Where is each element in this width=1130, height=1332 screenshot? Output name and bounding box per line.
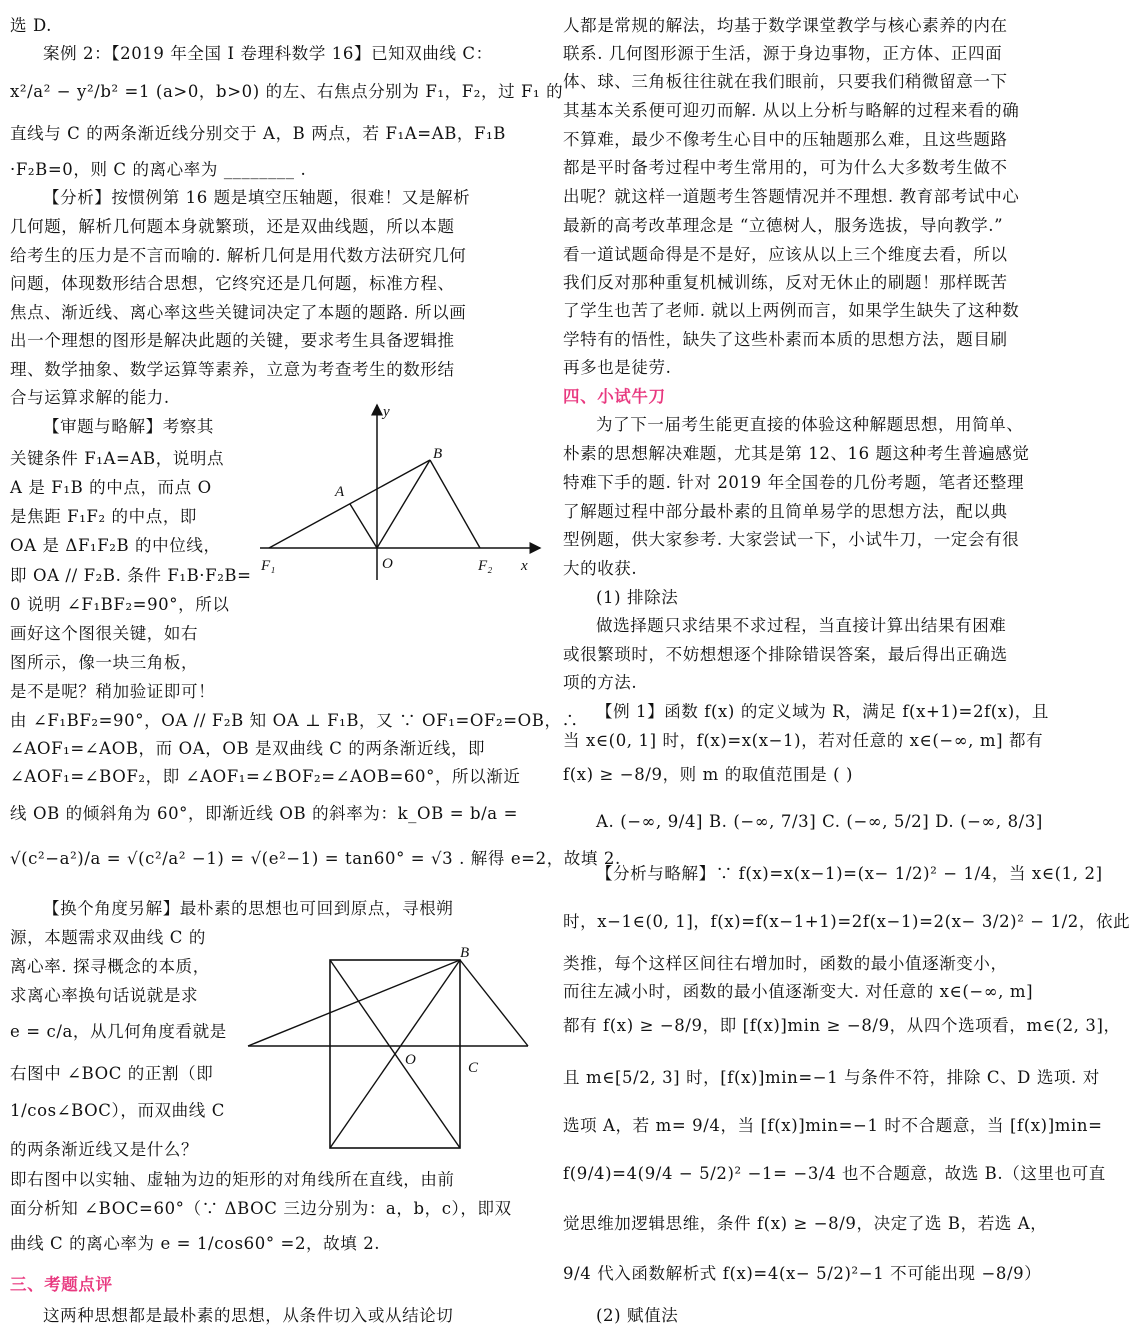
text-line: 线 OB 的倾斜角为 60°，即渐近线 OB 的斜率为：k_OB = b/a =: [10, 804, 519, 823]
label-c2: C: [468, 1060, 479, 1076]
text-line: 的两条渐近线又是什么？: [10, 1140, 199, 1159]
text-line: 1/cos∠BOC），而双曲线 C: [10, 1101, 225, 1120]
text-line: 求离心率换句话说就是求: [10, 986, 199, 1005]
text-line: 最新的高考改革理念是 “立德树人，服务选拔，导向教学.”: [563, 216, 1004, 235]
line-b-f2: [430, 460, 480, 548]
text-line: 合与运算求解的能力.: [10, 388, 170, 407]
text-line: 型例题，供大家参考. 大家尝试一下，小试牛刀，一定会有很: [563, 530, 1020, 549]
text-line: 联系. 几何图形源于生活，源于身边事物，正方体、正四面: [563, 44, 1003, 63]
text-line: (1) 排除法: [596, 588, 679, 607]
text-line: 是不是呢？稍加验证即可！: [10, 682, 216, 701]
label-y: y: [383, 404, 390, 420]
text-line: 或很繁琐时，不妨想想逐个排除错误答案，最后得出正确选: [563, 645, 1008, 664]
hyperbola-figure-2: [240, 940, 535, 1155]
text-line: 了解题过程中部分最朴素的且简单易学的思想方法，配以典: [563, 502, 1008, 521]
text-line: A. (−∞, 9/4] B. (−∞, 7/3] C. (−∞, 5/2] D. (−∞, 8/3]: [596, 812, 1043, 831]
text-line: 出一个理想的图形是解决此题的关键，要求考生具备逻辑推: [10, 331, 455, 350]
text-line: 【审题与略解】考察其: [43, 417, 214, 436]
text-line: 人都是常规的解法，均基于数学课堂教学与核心素养的内在: [563, 16, 1008, 35]
text-line: 类推，每个这样区间往右增加时，函数的最小值逐渐变小，: [563, 954, 1008, 973]
text-line: 特难下手的题. 针对 2019 年全国卷的几份考题，笔者还整理: [563, 473, 1025, 492]
text-line: 0 说明 ∠F₁BF₂=90°，所以: [10, 595, 230, 614]
text-line: 9/4 代入函数解析式 f(x)=4(x− 5/2)²−1 不可能出现 −8/9）: [563, 1264, 1042, 1283]
text-line: 了学生也苦了老师. 就以上两例而言，如果学生缺失了这种数: [563, 301, 1020, 320]
section-heading: 三、考题点评: [10, 1275, 113, 1294]
text-line: 源，本题需求双曲线 C 的: [10, 928, 206, 947]
line-o-a: [350, 504, 377, 548]
label-f2: F₂: [478, 558, 493, 574]
text-line: 几何题，解析几何题本身就繁琐，还是双曲线题，所以本题: [10, 217, 455, 236]
text-line: 再多也是徒劳.: [563, 358, 672, 377]
section-heading: 四、小试牛刀: [563, 387, 666, 406]
text-line: 其基本关系便可迎刃而解. 从以上分析与略解的过程来看的确: [563, 101, 1020, 120]
text-line: 图所示，像一块三角板，: [10, 653, 199, 672]
text-line: f(9/4)=4(9/4 − 5/2)² −1= −3/4 也不合题意，故选 B.（这里也可直: [563, 1164, 1106, 1183]
text-line: 右图中 ∠BOC 的正割（即: [10, 1064, 214, 1083]
text-line: OA 是 ΔF₁F₂B 的中位线，: [10, 536, 221, 555]
line-o-b: [377, 460, 430, 548]
text-line: 给考生的压力是不言而喻的. 解析几何是用代数方法研究几何: [10, 246, 467, 265]
line-f1-b: [269, 460, 430, 548]
text-line: 时，x−1∈(0, 1]，f(x)=f(x−1+1)=2f(x−1)=2(x− 3/2)² − 1/2，依此: [563, 912, 1130, 931]
text-line: A 是 F₁B 的中点，而点 O: [10, 478, 212, 497]
text-line: 而往左减小时，函数的最小值逐渐变大. 对任意的 x∈(−∞, m]: [563, 982, 1034, 1001]
text-line: 都是平时备考过程中考生常用的，可为什么大多数考生做不: [563, 158, 1008, 177]
text-line: 由 ∠F₁BF₂=90°，OA // F₂B 知 OA ⊥ F₁B，又 ∵ OF₁=OF₂=OB，∴: [10, 711, 579, 730]
text-line: 出呢？就这样一道题考生答题情况并不理想. 教育部考试中心: [563, 187, 1020, 206]
triangle-left-edge: [248, 960, 460, 1046]
label-x: x: [521, 558, 528, 574]
text-line: 案例 2：【2019 年全国 I 卷理科数学 16】已知双曲线 C：: [43, 44, 493, 63]
text-line: 且 m∈[5/2, 3] 时，[f(x)]min=−1 与条件不符，排除 C、D 选项. 对: [563, 1068, 1100, 1087]
text-line: 理、数学抽象、数学运算等素养，立意为考查考生的数形结: [10, 360, 455, 379]
label-f1: F₁: [261, 558, 276, 574]
label-a: A: [335, 484, 345, 500]
text-line: e = c/a，从几何角度看就是: [10, 1022, 227, 1041]
triangle-right-edge: [460, 960, 528, 1046]
text-line: 问题，体现数形结合思想，它终究还是几何题，标准方程、: [10, 274, 455, 293]
label-o2: O: [405, 1052, 416, 1068]
text-line: (2) 赋值法: [596, 1306, 679, 1325]
text-line: 【分析】按惯例第 16 题是填空压轴题，很难！又是解析: [43, 188, 471, 207]
text-line: 即右图中以实轴、虚轴为边的矩形的对角线所在直线，由前: [10, 1170, 455, 1189]
text-line: 朴素的思想解决难题，尤其是第 12、16 题这种考生普遍感觉: [563, 444, 1030, 463]
text-line: 是焦距 F₁F₂ 的中点，即: [10, 507, 198, 526]
text-line: 觉思维加逻辑思维，条件 f(x) ≥ −8/9，决定了选 B，若选 A，: [563, 1214, 1048, 1233]
label-b: B: [433, 446, 443, 462]
text-line: 面分析知 ∠BOC=60°（∵ ΔBOC 三边分别为：a，b，c），即双: [10, 1199, 512, 1218]
text-line: 大的收获.: [563, 559, 638, 578]
label-b2: B: [460, 945, 470, 961]
text-line: 项的方法.: [563, 673, 638, 692]
text-line: 曲线 C 的离心率为 e = 1/cos60° =2，故填 2.: [10, 1234, 381, 1253]
text-line: 【分析与略解】∵ f(x)=x(x−1)=(x− 1/2)² − 1/4，当 x∈(1, 2]: [596, 864, 1103, 883]
text-line: 离心率. 探寻概念的本质，: [10, 957, 210, 976]
text-line: 做选择题只求结果不求过程，当直接计算出结果有困难: [596, 616, 1007, 635]
text-line: 为了下一届考生能更直接的体验这种解题思想，用简单、: [596, 415, 1024, 434]
text-line: 不算难，最少不像考生心目中的压轴题那么难，且这些题路: [563, 130, 1008, 149]
text-line: 焦点、渐近线、离心率这些关键词决定了本题的题路. 所以画: [10, 303, 467, 322]
text-line: 我们反对那种重复机械训练，反对无休止的刷题！那样既苦: [563, 273, 1008, 292]
text-line: 【例 1】函数 f(x) 的定义域为 R，满足 f(x+1)=2f(x)，且: [596, 702, 1049, 721]
text-line: 选 D.: [10, 16, 53, 35]
text-line: 都有 f(x) ≥ −8/9，即 [f(x)]min ≥ −8/9，从四个选项看，m∈(2, 3]，: [563, 1016, 1121, 1035]
text-line: 学特有的悟性，缺失了这些朴素而本质的思想方法，题目刷: [563, 330, 1008, 349]
text-line: ∠AOF₁=∠BOF₂，即 ∠AOF₁=∠BOF₂=∠AOB=60°，所以渐近: [10, 767, 521, 786]
label-o: O: [382, 556, 393, 572]
text-line: ∠AOF₁=∠AOB，而 OA，OB 是双曲线 C 的两条渐近线，即: [10, 739, 486, 758]
text-line: 体、球、三角板往往就在我们眼前，只要我们稍微留意一下: [563, 72, 1008, 91]
text-line: 关键条件 F₁A=AB，说明点: [10, 449, 225, 468]
text-line: 当 x∈(0, 1] 时，f(x)=x(x−1)，若对任意的 x∈(−∞, m] 都有: [563, 731, 1044, 750]
text-line: 看一道试题命得是不是好，应该从以上三个维度去看，所以: [563, 245, 1008, 264]
text-line: 这两种思想都是最朴素的思想，从条件切入或从结论切: [43, 1306, 454, 1325]
text-line: 即 OA // F₂B. 条件 F₁B·F₂B=: [10, 566, 252, 585]
text-line: f(x) ≥ −8/9，则 m 的取值范围是 ( ): [563, 765, 854, 784]
text-line: 画好这个图很关键，如右: [10, 624, 199, 643]
hyperbola-figure-1: [255, 400, 545, 585]
text-line: ·F₂B=0，则 C 的离心率为 ________ .: [10, 160, 307, 179]
text-line: √(c²−a²)/a = √(c²/a² −1) = √(e²−1) = tan60° = √3 . 解得 e=2，故填 2.: [10, 849, 621, 868]
text-line: 【换个角度另解】最朴素的思想也可回到原点，寻根朔: [43, 899, 454, 918]
text-line: x²/a² − y²/b² =1 (a>0，b>0) 的左、右焦点分别为 F₁，F₂，过 F₁ 的: [10, 82, 564, 101]
text-line: 选项 A，若 m= 9/4，当 [f(x)]min=−1 时不合题意，当 [f(x)]min=: [563, 1116, 1103, 1135]
text-line: 直线与 C 的两条渐近线分别交于 A，B 两点，若 F₁A=AB，F₁B: [10, 124, 507, 143]
